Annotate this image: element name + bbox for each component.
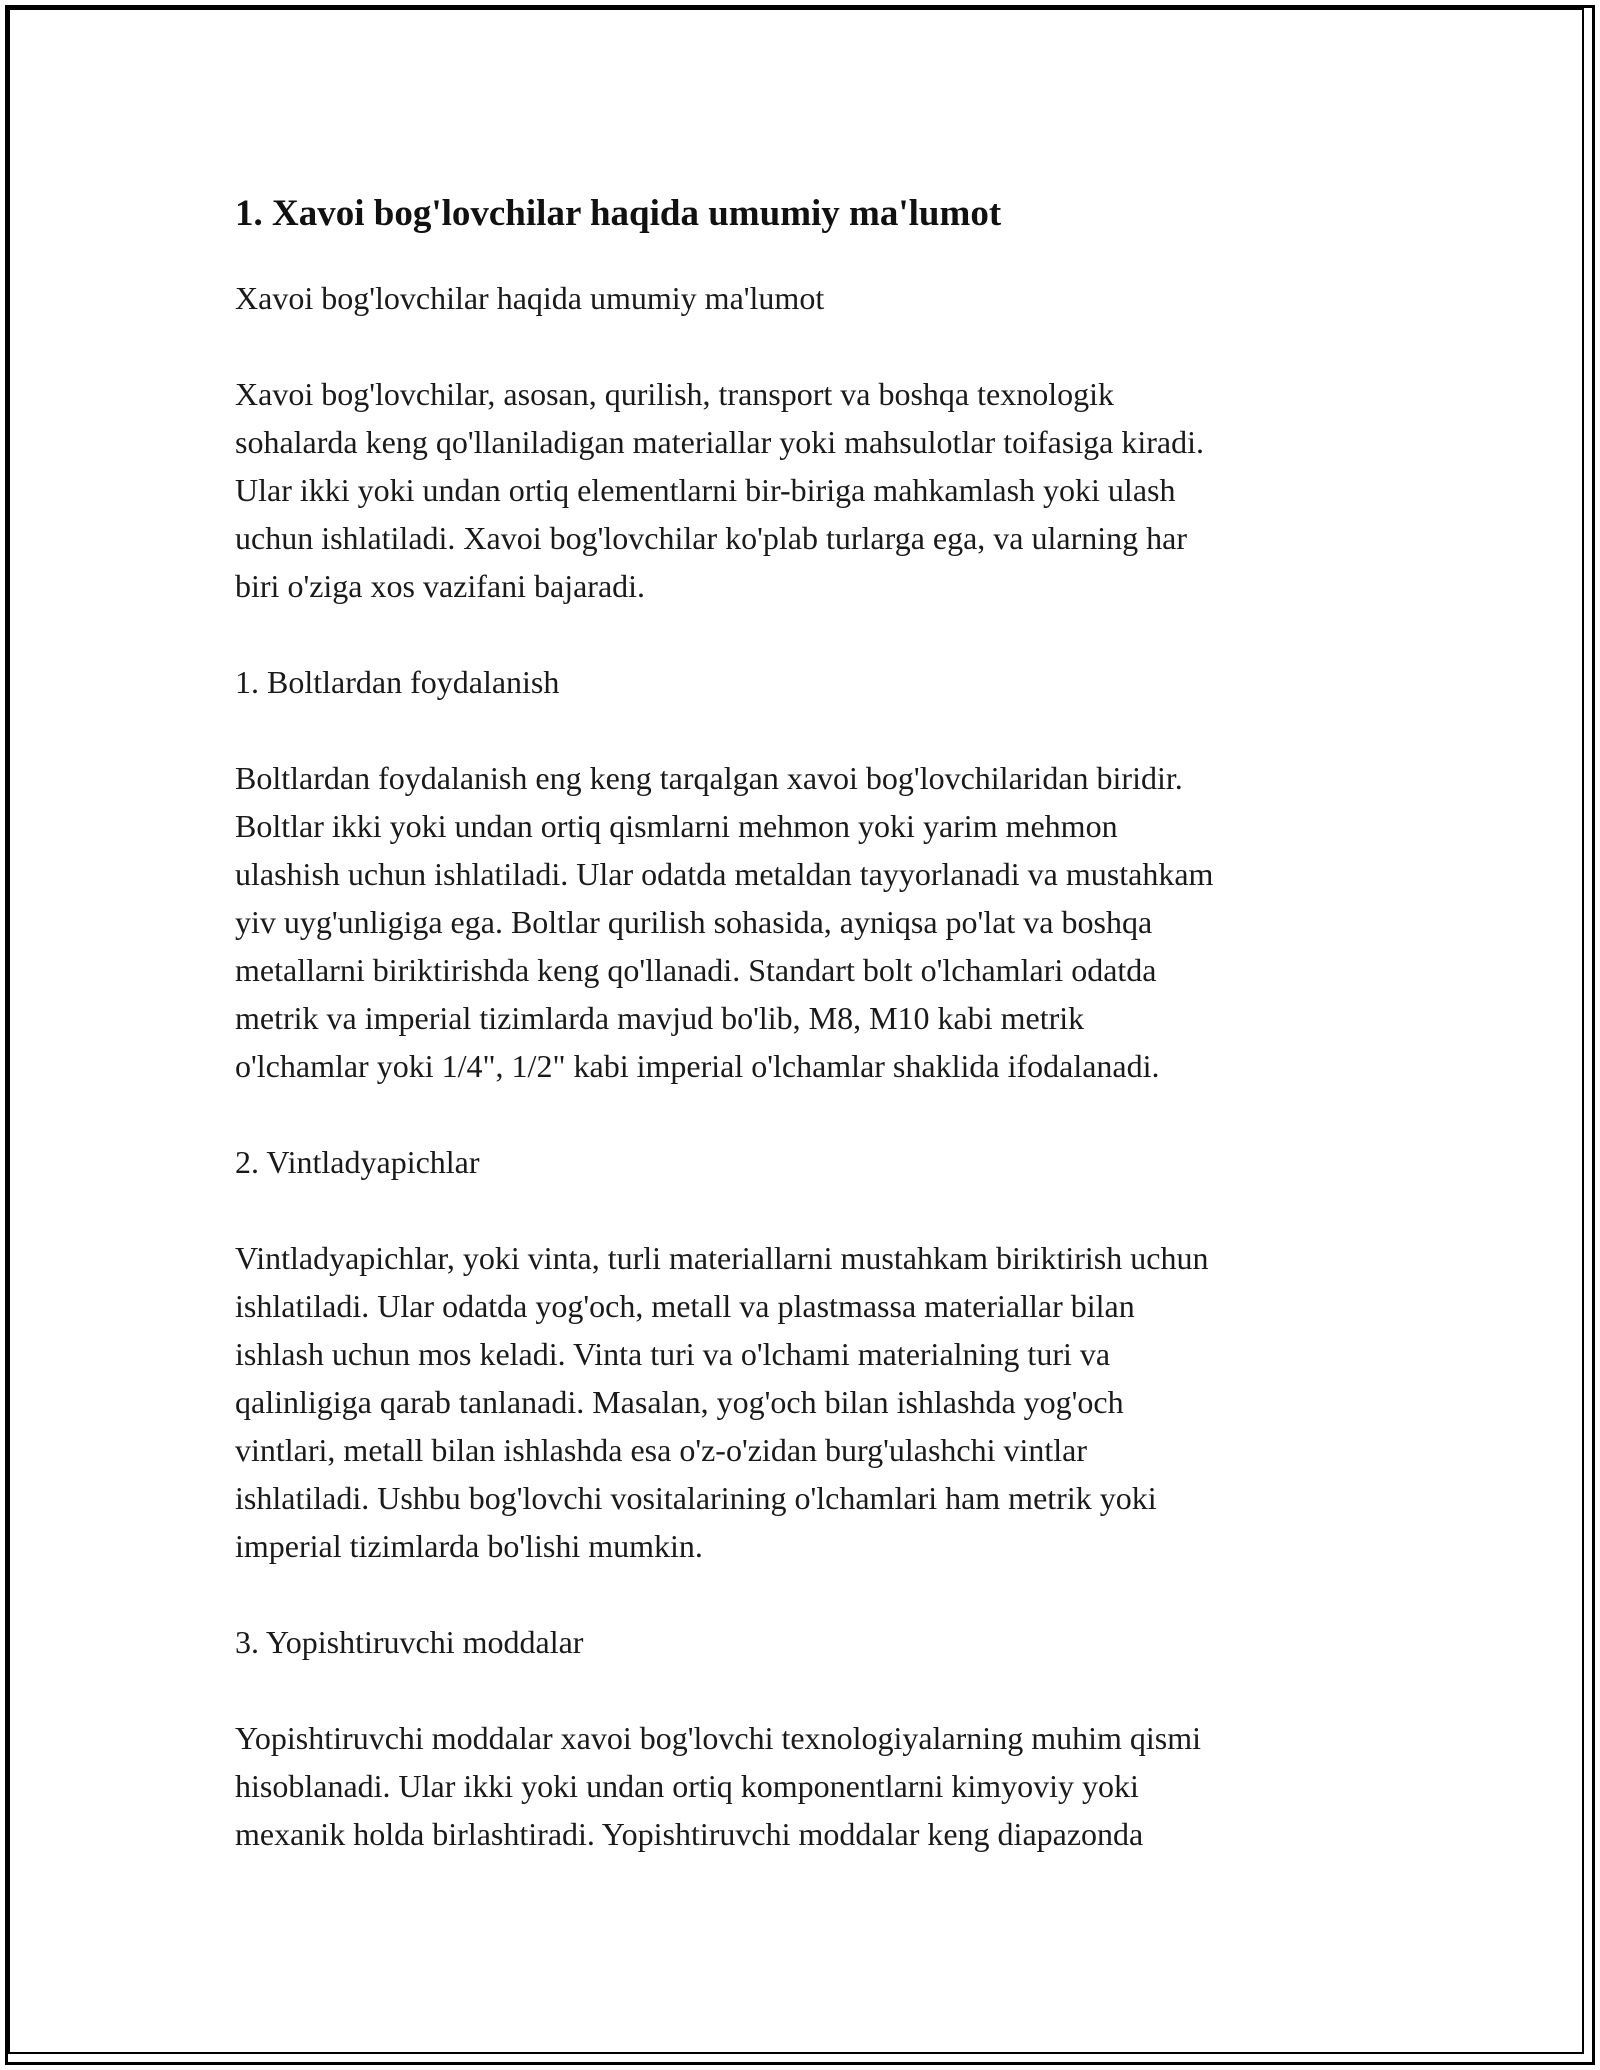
section-heading-screws: 2. Vintladyapichlar: [235, 1144, 480, 1180]
paragraph-subtitle: Xavoi bog'lovchilar haqida umumiy ma'lumot: [235, 280, 825, 316]
section-heading-bolts: 1. Boltlardan foydalanish: [235, 664, 560, 700]
paragraph-adhesives: Yopishtiruvchi moddalar xavoi bog'lovchi texnologiyalarning muhim qismi hisoblanadi. Ular ikki yoki undan ortiq komponentlarni kimyoviy yoki mexanik holda birlashtiradi. Yopishtiruvchi moddalar keng diapazonda: [235, 1720, 1201, 1852]
document-title: 1. Xavoi bog'lovchilar haqida umumiy ma'lumot: [235, 193, 1002, 234]
paragraph-screws: Vintladyapichlar, yoki vinta, turli materiallarni mustahkam biriktirish uchun ishlatiladi. Ular odatda yog'och, metall va plastmassa materiallar bilan ishlash uchun mos keladi. Vinta turi va o'lchami materialning turi va qalinligiga qarab tanlanadi. Masalan, yog'och bilan ishlashda yog'och vintlari, metall bilan ishlashda esa o'z-o'zidan burg'ulashchi vintlar ishlatiladi. Ushbu bog'lovchi vositalarining o'lchamlari ham metrik yoki imperial tizimlarda bo'lishi mumkin.: [235, 1240, 1209, 1564]
section-heading-adhesives: 3. Yopishtiruvchi moddalar: [235, 1624, 584, 1660]
document-body: [235, 186, 1365, 1906]
paragraph-bolts: Boltlardan foydalanish eng keng tarqalgan xavoi bog'lovchilaridan biridir. Boltlar ikki yoki undan ortiq qismlarni mehmon yoki yarim mehmon ulashish uchun ishlatiladi. Ular odatda metaldan tayyorlanadi va mustahkam yiv uyg'unligiga ega. Boltlar qurilish sohasida, ayniqsa po'lat va boshqa metallarni biriktirishda keng qo'llanadi. Standart bolt o'lchamlari odatda metrik va imperial tizimlarda mavjud bo'lib, M8, M10 kabi metrik o'lchamlar yoki 1/4", 1/2" kabi imperial o'lchamlar shaklida ifodalanadi.: [235, 760, 1214, 1084]
paragraph-intro: Xavoi bog'lovchilar, asosan, qurilish, transport va boshqa texnologik sohalarda keng qo'llaniladigan materiallar yoki mahsulotlar toifasiga kiradi. Ular ikki yoki undan ortiq elementlarni bir-biriga mahkamlash yoki ulash uchun ishlatiladi. Xavoi bog'lovchilar ko'plab turlarga ega, va ularning har biri o'ziga xos vazifani bajaradi.: [235, 376, 1205, 604]
